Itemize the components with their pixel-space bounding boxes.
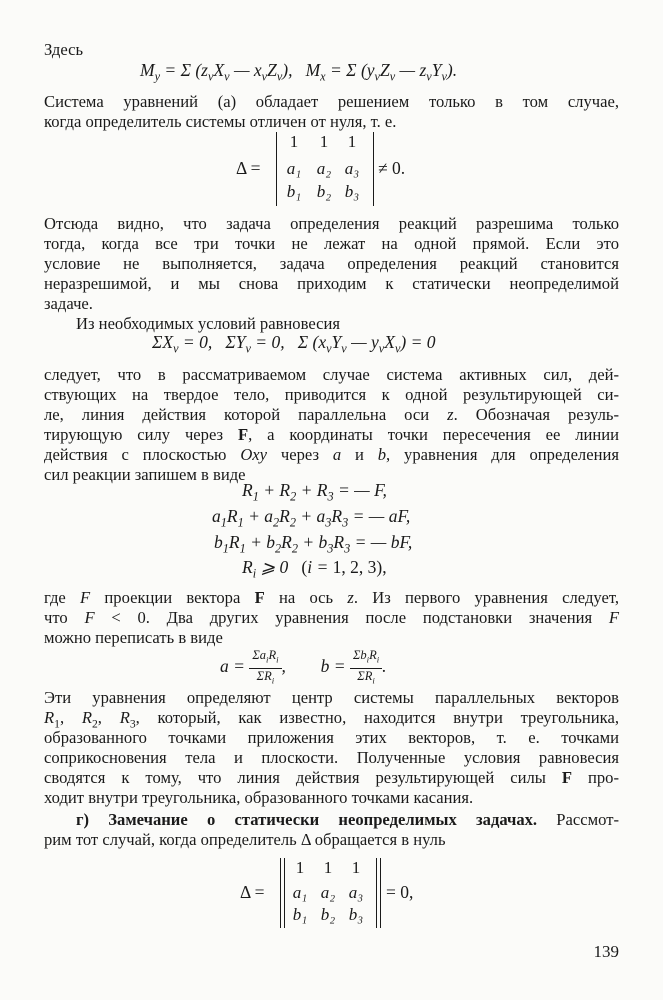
paragraph-line: Отсюда видно, что задача определения реакций разрешима только	[44, 214, 619, 233]
equation-system-1: $R_1 + R_2 + R_3$ = — F,	[242, 480, 387, 504]
text-here: Здесь	[44, 40, 84, 59]
paragraph-line: что F < 0. Два других уравнения после подстановки значения F	[44, 608, 619, 627]
page-number: 139	[593, 942, 619, 961]
equation-fractions: a = $\frac{\Sigma a_iR_i}{\Sigma R_i}$ , b = $\frac{\Sigma b_iR_i}{\Sigma R_i}$ .	[220, 648, 387, 685]
section-heading-line: г) Замечание о статически неопределимых задачах. Рассмот-	[76, 810, 619, 829]
paragraph-line: Эти уравнения определяют центр системы параллельных векторов	[44, 688, 619, 707]
determinant-1: Δ = 1 1 1 a₁ a₂ a₃ b₁ b₂ b₃ ≠ 0.	[236, 132, 436, 206]
equation-system-4: $R_i$ ⩾ 0 (i = 1, 2, 3),	[242, 557, 387, 581]
paragraph-line: условие не выполняется, задача определения реакций становится	[44, 254, 619, 273]
paragraph-line: Из необходимых условий равновесия	[76, 314, 340, 333]
paragraph-line: тирующую силу через F, а координаты точки пересечения ее линии	[44, 425, 619, 444]
paragraph-line: можно переписать в виде	[44, 628, 223, 647]
paragraph-line: где F проекции вектора F на ось z. Из первого уравнения следует,	[44, 588, 619, 607]
paragraph-line: ствующих на твердое тело, приводится к одной результирующей си-	[44, 385, 619, 404]
paragraph-line: Система уравнений (a) обладает решением только в том случае,	[44, 92, 619, 111]
paragraph-line: образованного точками приложения этих векторов, т. е. точками	[44, 728, 619, 747]
paragraph-line: неразрешимой, и мы снова приходим к статически неопределимой	[44, 274, 619, 293]
determinant-2: Δ = 1 1 1 a₁ a₂ a₃ b₁ b₂ b₃ = 0,	[240, 858, 440, 928]
paragraph-line: соприкосновения тела и плоскости. Полученные условия равновесия	[44, 748, 619, 767]
paragraph-line: $R_1$, $R_2$, $R_3$, который, как известно, находится внутри треугольника,	[44, 708, 620, 731]
equation-system-3: $b_1R_1 + b_2R_2 + b_3R_3$ = — bF,	[214, 532, 413, 556]
paragraph-line: ходит внутри треугольника, образованного точками касания.	[44, 788, 474, 807]
paragraph-line: тогда, когда все три точки не лежат на одной прямой. Если это	[44, 234, 619, 253]
equation-equilibrium: $\Sigma X_\nu = 0$, $\Sigma Y_\nu = 0$, Σ ($x_\nu Y_\nu$ — $y_\nu X_\nu) = 0$	[152, 332, 436, 356]
equation-moments: $M_y = \Sigma$ ($z_\nu X_\nu$ — $x_\nu Z_\nu$), $M_x = \Sigma$ ($y_\nu Z_\nu$ — $z_\nu Y_\nu$).	[140, 60, 458, 84]
paragraph-line: следует, что в рассматриваемом случае системa активных сил, дей-	[44, 365, 619, 384]
equation-system-2: $a_1R_1 + a_2R_2 + a_3R_3$ = — aF,	[212, 506, 411, 530]
paragraph-line: когда определитель системы отличен от нуля, т. е.	[44, 112, 397, 131]
paragraph-line: задаче.	[44, 294, 93, 313]
paragraph-line: рим тот случай, когда определитель Δ обращается в нуль	[44, 830, 446, 849]
paragraph-line: сводятся к тому, что линия действия результирующей силы F про-	[44, 768, 619, 787]
paragraph-line: действия с плоскостью Oxy через a и b, уравнения для определения	[44, 445, 619, 464]
paragraph-line: сил реакции запишем в виде	[44, 465, 246, 484]
paragraph-line: ле, линия действия которой параллельна оси z. Обозначая резуль-	[44, 405, 619, 424]
